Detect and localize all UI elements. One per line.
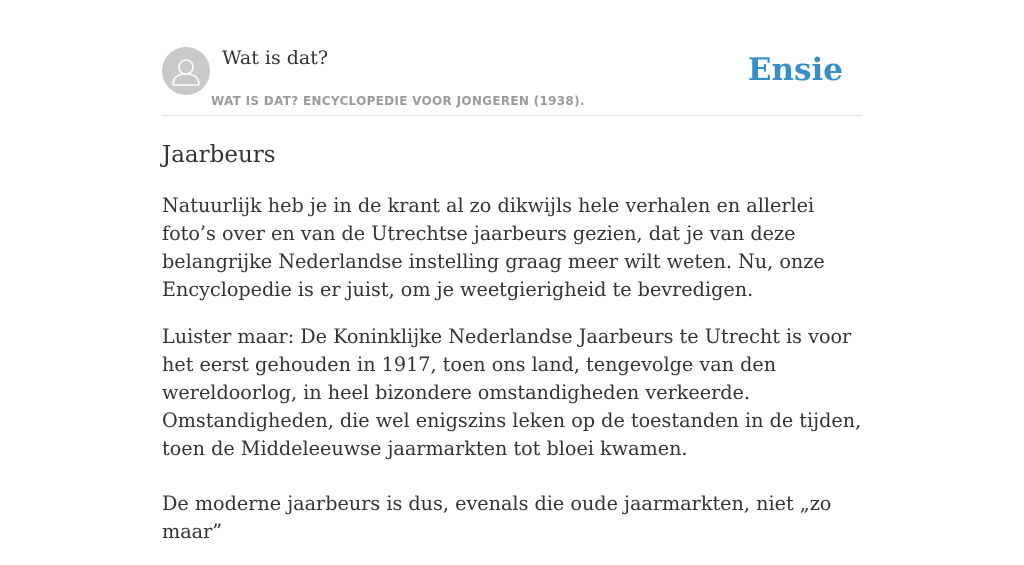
user-icon — [162, 47, 210, 95]
article-title: Jaarbeurs — [162, 142, 276, 168]
avatar[interactable] — [162, 47, 210, 95]
source-label: WAT IS DAT? ENCYCLOPEDIE VOOR JONGEREN (1938). — [211, 94, 585, 108]
article-body — [162, 192, 867, 565]
header-divider — [162, 115, 862, 116]
ensie-logo[interactable]: Ensie — [747, 52, 843, 88]
article-paragraph-3: De moderne jaarbeurs is dus, evenals die oude jaarmarkten, niet „zo maar” — [162, 492, 832, 543]
author-name[interactable]: Wat is dat? — [222, 47, 329, 69]
article-paragraph-1: Natuurlijk heb je in de krant al zo dikwijls hele verhalen en allerlei foto’s over en van de Utrechtse jaarbeurs gezien, dat je van deze belangrijke Nederlandse instelling graag meer wilt weten. Nu, onze Encyclopedie is er juist, om je weetgierigheid te bevredigen. — [162, 194, 825, 301]
article-paragraph-2: Luister maar: De Koninklijke Nederlandse Jaarbeurs te Utrecht is voor het eerst gehouden in 1917, toen ons land, tengevolge van den wereldoorlog, in heel bizondere omstandigheden verkeerde. Omstandigheden, die wel enigszins leken op de toestanden in de tijden, toen de Middeleeuwse jaarmarkten tot bloei kwamen. — [162, 325, 862, 460]
